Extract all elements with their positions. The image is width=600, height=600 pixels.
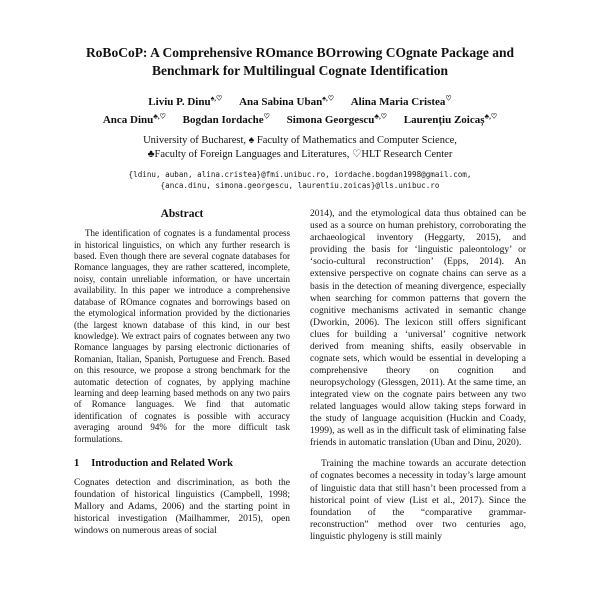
author-affiliation-marks: ♣,♡ xyxy=(153,112,166,121)
abstract-heading: Abstract xyxy=(160,208,204,221)
email-block xyxy=(74,169,526,193)
author-affiliation-marks: ♣,♡ xyxy=(374,112,387,121)
author-block xyxy=(74,93,526,128)
affiliation-line-2: ♣Faculty of Foreign Languages and Literatures, ♡HLT Research Center xyxy=(147,149,453,161)
author-name: Bogdan Iordache xyxy=(182,113,264,126)
section-number: 1 xyxy=(74,458,80,470)
right-column-paragraph-1: 2014), and the etymological data thus obtained can be used as a source on human prehistory, corroborating the archaeological inventory (Heggarty, 2015), and providing the basis for ‘linguistic paleontology’ or ‘socio-cultural reconstruction’ (Epps, 2014). An extensive perspective on cognate chains can serve as a basis in the detection of meaning divergence, especially when searching for common patterns that govern the cognitive mechanisms activated in semantic change (Dworkin, 2006). The lexicon still offers significant clues for building a ‘universal’ cognitive network derived from meaning shifts, easily observable in cognate sets, which would be essential in developing a comprehensive theory on cognition and neuropsychology (Glessgen, 2011). At the same time, an integrated view on the cognate pairs between any two related languages would allow taking steps forward in the study of language acquisition (Huckin and Coady, 1999), as well as in the difficult task of eliminating false friends in automatic translation (Uban and Dinu, 2020). xyxy=(310,209,526,449)
two-column-body xyxy=(74,208,526,543)
author-name: Simona Georgescu xyxy=(286,113,375,126)
author-line-1 xyxy=(74,93,526,111)
author xyxy=(239,96,334,108)
abstract-text: The identification of cognates is a fundamental process in historical linguistics, on which any further research is based. Even though there are several cognate databases for Romance languages, they are rather scattered, incomplete, noisy, contain unreliable information, or have uncertain availability. In this paper we introduce a comprehensive database of ROmance cognates and borrowings based on the etymological information provided by the dictionaries (the largest known database of this kind, in our best knowledge). We extract pairs of cognates between any two Romance languages by parsing electronic dictionaries of Romanian, Italian, Spanish, Portuguese and French. Based on this resource, we propose a strong benchmark for the automatic detection of cognates, by applying machine learning and deep learning based methods on any two pairs of Romance languages. We find that automatic identification of cognates is possible with accuracy averaging around 94% for the more difficult task formulations. xyxy=(74,228,290,444)
email-line-2: {anca.dinu, simona.georgescu, laurentiu.zoicas}@lls.unibuc.ro xyxy=(160,181,440,191)
introduction-paragraph: Cognates detection and discrimination, as both the foundation of historical linguistics (Campbell, 1998; Mallory and Adams, 2006) and the starting point in historical investigation (Mailhammer, 2015), open windows on numerous areas of social xyxy=(74,478,290,537)
author xyxy=(351,96,452,108)
affiliation-block xyxy=(74,134,526,163)
author-affiliation-marks: ♡ xyxy=(263,112,270,121)
author-affiliation-marks: ♡ xyxy=(445,94,452,103)
left-column xyxy=(74,208,290,543)
author-name: Anca Dinu xyxy=(102,113,154,126)
right-column xyxy=(310,208,526,543)
author-line-2 xyxy=(74,111,526,129)
email-line-1: {ldinu, auban, alina.cristea}@fmi.unibuc.ro, iordache.bogdan1998@gmail.com, xyxy=(128,169,472,179)
author-name: Alina Maria Cristea xyxy=(350,96,446,109)
author-affiliation-marks: ♠,♡ xyxy=(322,94,334,103)
author-name: Liviu P. Dinu xyxy=(148,96,211,109)
author xyxy=(404,114,497,126)
author-affiliation-marks: ♣,♡ xyxy=(484,112,498,121)
author-name: Laurențiu Zoicaș xyxy=(403,113,485,126)
paper-title: RoBoCoP: A Comprehensive ROmance BOrrowing COgnate Package and Benchmark for Multilingual Cognate Identification xyxy=(85,45,515,79)
author-name: Ana Sabina Uban xyxy=(239,96,323,109)
section-1-heading xyxy=(74,458,290,469)
right-column-paragraph-2: Training the machine towards an accurate detection of cognates becomes a necessity in today’s large amount of linguistic data that still hasn’t been processed from a historical point of view (List et al., 2017). Since the foundation of the “comparative grammar-reconstruction” method over two centuries ago, linguistic phylogeny is still mainly xyxy=(310,459,526,542)
affiliation-line-1: University of Bucharest, ♠ Faculty of Mathematics and Computer Science, xyxy=(143,134,457,146)
author xyxy=(183,114,270,126)
section-title: Introduction and Related Work xyxy=(91,458,233,470)
author-affiliation-marks: ♠,♡ xyxy=(210,94,223,103)
author xyxy=(148,96,222,108)
author xyxy=(103,114,166,126)
author xyxy=(287,114,387,126)
